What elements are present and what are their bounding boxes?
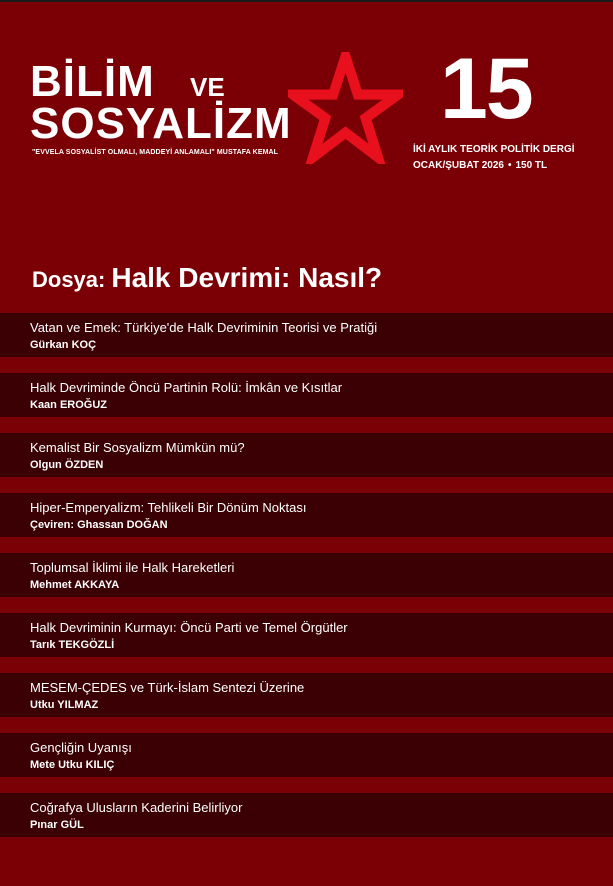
article-author: Mete Utku KILIÇ — [30, 759, 115, 771]
article-title: Toplumsal İklimi ile Halk Hareketleri — [30, 560, 235, 575]
article-item — [0, 373, 613, 417]
article-author: Utku YILMAZ — [30, 699, 99, 711]
article-title: Hiper-Emperyalizm: Tehlikeli Bir Dönüm Noktası — [30, 500, 307, 515]
issue-frequency: İKİ AYLIK TEORİK POLİTİK DERGİ — [413, 144, 575, 155]
article-author: Çeviren: Ghassan DOĞAN — [30, 519, 168, 531]
masthead-ve: VE — [190, 72, 225, 102]
dossier-label: Dosya: — [32, 267, 106, 292]
article-title: Gençliğin Uyanışı — [30, 740, 132, 755]
article-item — [0, 793, 613, 837]
dossier-title: Halk Devrimi: Nasıl? — [111, 262, 383, 293]
article-author: Pınar GÜL — [30, 819, 84, 831]
article-author: Tarık TEKGÖZLİ — [30, 639, 115, 651]
article-item — [0, 493, 613, 537]
article-title: Coğrafya Ulusların Kaderini Belirliyor — [30, 800, 243, 815]
article-item — [0, 553, 613, 597]
article-item — [0, 673, 613, 717]
top-border — [0, 0, 613, 2]
article-item — [0, 733, 613, 777]
issue-date: OCAK/ŞUBAT 2026 — [413, 160, 504, 171]
article-title: Kemalist Bir Sosyalizm Mümkün mü? — [30, 440, 245, 455]
star-icon — [288, 52, 403, 164]
article-title: MESEM-ÇEDES ve Türk-İslam Sentezi Üzerine — [30, 680, 305, 695]
issue-date-price — [413, 158, 593, 174]
article-item — [0, 613, 613, 657]
article-author: Kaan EROĞUZ — [30, 399, 108, 411]
article-item — [0, 433, 613, 477]
article-title: Vatan ve Emek: Türkiye'de Halk Devriminin Teorisi ve Pratiği — [30, 320, 378, 335]
issue-number: 15 — [440, 41, 532, 137]
masthead-title-line1: BİLİM — [30, 57, 155, 106]
article-author: Gürkan KOÇ — [30, 339, 97, 351]
article-title: Halk Devriminde Öncü Partinin Rolü: İmkân ve Kısıtlar — [30, 380, 343, 395]
article-item — [0, 313, 613, 357]
issue-separator: • — [507, 160, 512, 171]
article-author: Olgun ÖZDEN — [30, 459, 104, 471]
article-author: Mehmet AKKAYA — [30, 579, 120, 591]
article-title: Halk Devriminin Kurmayı: Öncü Parti ve Temel Örgütler — [30, 620, 348, 635]
issue-price: 150 TL — [515, 160, 548, 171]
masthead-motto: "EVVELA SOSYALİST OLMALI, MADDEYİ ANLAMALI" MUSTAFA KEMAL — [32, 149, 279, 156]
masthead-title-line2: SOSYALİZM — [30, 99, 292, 148]
dossier-heading — [32, 262, 382, 294]
issue-info — [413, 142, 593, 174]
